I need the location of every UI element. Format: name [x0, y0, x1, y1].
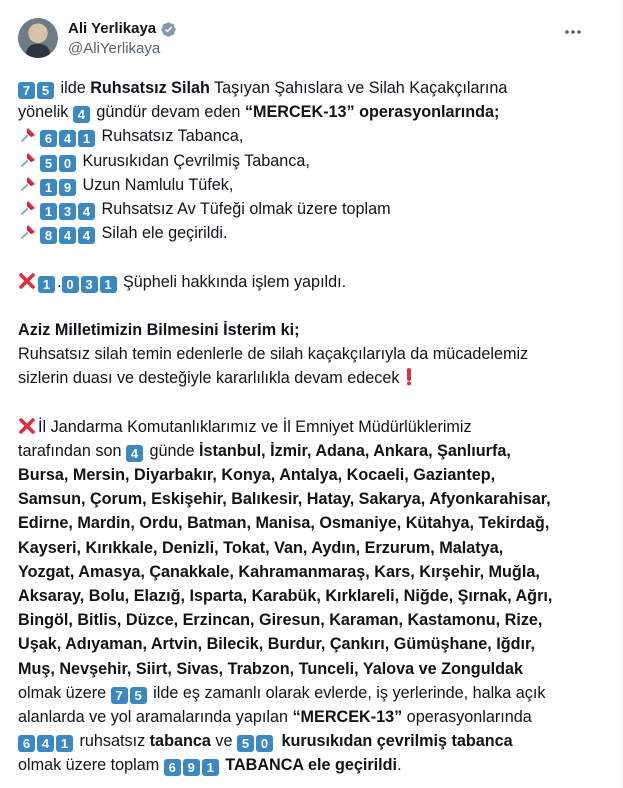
text-line [18, 753, 606, 777]
bold-text: Bursa, Mersin, Diyarbakır, Konya, Antalya, Kocaeli, Gaziantep, [18, 466, 496, 484]
text: olmak üzere toplam [18, 756, 164, 775]
item-text: Silah ele geçirildi. [101, 224, 228, 243]
keycap: 7 [111, 687, 128, 704]
keycap: 5 [37, 82, 54, 99]
bold-text: Ruhsatsız Silah [90, 79, 210, 97]
seized-item [18, 124, 606, 148]
text-line [18, 100, 606, 124]
seized-item [18, 197, 606, 221]
city-line [18, 560, 606, 584]
text: alanlarda ve yol aramalarında yapılan [18, 707, 293, 726]
verified-badge-icon [160, 21, 177, 38]
keycap: 0 [62, 276, 79, 293]
more-dots-icon[interactable] [562, 22, 584, 42]
keycap: 4 [78, 203, 95, 220]
text-line [18, 681, 606, 705]
bold-text: TABANCA ele geçirildi [220, 756, 398, 775]
text-line [18, 439, 606, 463]
keycap: 8 [40, 227, 57, 244]
text: olmak üzere [18, 683, 111, 702]
city-line [18, 584, 606, 608]
avatar[interactable] [18, 18, 58, 58]
author-handle[interactable]: @AliYerlikaya [68, 40, 161, 57]
keycap: 1 [202, 759, 219, 776]
pushpin-icon [18, 199, 38, 217]
keycap: 3 [59, 203, 76, 220]
keycap: 4 [73, 106, 90, 123]
pushpin-icon [18, 151, 38, 169]
text: Şüpheli hakkında işlem yapıldı. [123, 272, 347, 291]
keycap: 6 [164, 759, 181, 776]
text: sizlerin duası ve desteğiyle kararlılıkla devam edecek [18, 369, 400, 388]
keycap: 0 [256, 735, 273, 752]
text: operasyonlarında [402, 707, 532, 726]
text-line [18, 318, 606, 342]
keycap: 4 [59, 130, 76, 147]
text: ve [210, 732, 237, 751]
keycap: 7 [18, 82, 35, 99]
text: gündür devam eden [91, 103, 245, 122]
bold-text: Edirne, Mardin, Ordu, Batman, Manisa, Osmaniye, Kütahya, Tekirdağ, [18, 514, 550, 533]
bold-text: Uşak, Adıyaman, Artvin, Bilecik, Burdur, Çankırı, Gümüşhane, Iğdır, [18, 635, 535, 654]
city-line [18, 657, 606, 681]
bold-text: Bingöl, Bitlis, Düzce, Erzincan, Giresun, Karaman, Kastamonu, Rize, [18, 611, 543, 630]
city-line [18, 632, 606, 656]
text: Ruhsatsız silah temin edenlerle de silah kaçakçılarıyla da mücadelemiz [18, 345, 529, 364]
text: Taşıyan Şahıslara ve Silah Kaçakçılarına [209, 79, 508, 97]
text-line [18, 705, 606, 729]
seized-items-list [18, 124, 606, 245]
text-line [18, 729, 606, 753]
keycap: 0 [59, 155, 76, 172]
text: ruhsatsız [75, 732, 150, 751]
text: ilde [56, 79, 91, 97]
author-name[interactable]: Ali Yerlikaya [68, 20, 157, 37]
cross-mark-icon [18, 272, 36, 290]
bold-text: “MERCEK-13” [292, 707, 403, 726]
text: günde [145, 441, 200, 460]
author-block [68, 18, 177, 59]
bold-text: Aksaray, Bolu, Elazığ, Isparta, Karabük, Kırklareli, Niğde, Şırnak, Ağrı, [18, 586, 553, 605]
bold-text: Muş, Nevşehir, Siirt, Sivas, Trabzon, Tunceli, Yalova ve Zonguldak [18, 659, 523, 678]
keycap: 5 [237, 735, 254, 752]
keycap: 5 [40, 155, 57, 172]
keycap: 1 [40, 203, 57, 220]
seized-item [18, 221, 606, 245]
keycap: 1 [56, 735, 73, 752]
item-text: Kurusıkıdan Çevrilmiş Tabanca, [82, 151, 310, 170]
keycap: 1 [38, 276, 55, 293]
text: yönelik [18, 103, 73, 122]
bold-text: “MERCEK-13” operasyonlarında; [244, 103, 500, 122]
bold-text: kurusıkıdan çevrilmiş tabanca [276, 732, 513, 751]
author-name-row [68, 19, 177, 39]
item-text: Ruhsatsız Tabanca, [101, 127, 244, 146]
pushpin-icon [18, 223, 38, 241]
text: . [397, 756, 402, 775]
keycap: 9 [59, 179, 76, 196]
keycap: 5 [130, 687, 147, 704]
city-line [18, 487, 606, 511]
keycap: 4 [59, 227, 76, 244]
city-line [18, 536, 606, 560]
city-list [18, 463, 606, 681]
text: . [57, 272, 62, 291]
text-line [18, 342, 606, 366]
keycap: 6 [40, 130, 57, 147]
bold-text: Aziz Milletimizin Bilmesini İsterim ki; [18, 320, 300, 339]
item-text: Uzun Namlulu Tüfek, [82, 175, 234, 194]
city-line [18, 463, 606, 487]
pushpin-icon [18, 126, 38, 144]
text: tarafından son [18, 441, 126, 460]
tweet-header [18, 18, 606, 66]
bold-text: Kayseri, Kırıkkale, Denizli, Tokat, Van, Aydın, Erzurum, Malatya, [18, 538, 504, 557]
pushpin-icon [18, 175, 38, 193]
bold-text: İstanbul, İzmir, Adana, Ankara, Şanlıurfa, [199, 441, 511, 460]
tweet-text [18, 76, 606, 777]
keycap: 1 [40, 179, 57, 196]
seized-item [18, 149, 606, 173]
keycap: 9 [183, 759, 200, 776]
suspects-line [18, 270, 606, 294]
city-line [18, 511, 606, 535]
bold-text: Yozgat, Amasya, Çanakkale, Kahramanmaraş, Kars, Kırşehir, Muğla, [18, 562, 540, 581]
keycap: 4 [126, 445, 143, 462]
bold-text: tabanca [149, 732, 211, 751]
keycap: 6 [18, 735, 35, 752]
text: İl Jandarma Komutanlıklarımız ve İl Emniyet Müdürlüklerimiz [38, 417, 472, 436]
cross-mark-icon [18, 417, 36, 435]
keycap: 1 [100, 276, 117, 293]
seized-item [18, 173, 606, 197]
item-text: Ruhsatsız Av Tüfeği olmak üzere toplam [101, 199, 391, 218]
exclamation-icon [404, 368, 414, 386]
bold-text: Samsun, Çorum, Eskişehir, Balıkesir, Hatay, Sakarya, Afyonkarahisar, [18, 490, 551, 509]
text-line [18, 415, 606, 439]
keycap: 3 [81, 276, 98, 293]
city-line [18, 608, 606, 632]
keycap: 4 [78, 227, 95, 244]
text-line [18, 76, 606, 100]
text-line [18, 366, 606, 390]
keycap: 4 [37, 735, 54, 752]
keycap: 1 [78, 130, 95, 147]
text: ilde eş zamanlı olarak evlerde, iş yerlerinde, halka açık [148, 683, 546, 702]
